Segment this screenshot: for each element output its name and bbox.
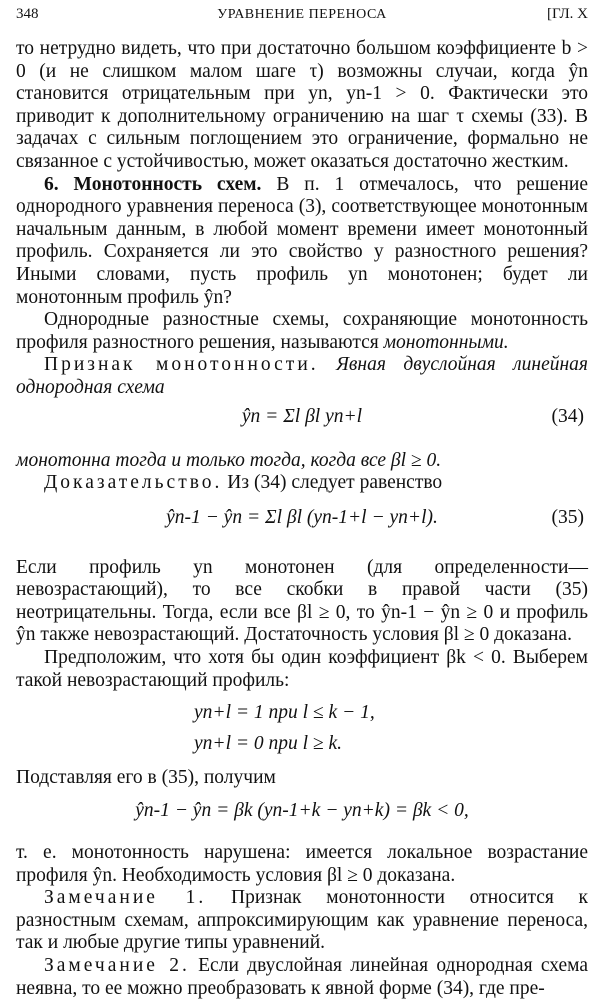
equation-35 <box>16 507 588 543</box>
criterion <box>16 354 588 399</box>
term-monotone: монотонными. <box>383 331 509 353</box>
paragraph-4: Если профиль yn монотонен (для определенности—невозрастающий), то все скобки в правой части (35) неотрицательны. Тогда, если все βl ≥ 0, то ŷn-1 − ŷn ≥ 0 и профиль ŷn также невозрастающий. Достаточность условия βl ≥ 0 доказана. <box>16 556 588 646</box>
paragraph-1: то нетрудно видеть, что при достаточно большом коэффициенте b > 0 (и не слишком малом шаге τ) возможны случаи, когда ŷn становится отрицательным при yn, yn-1 > 0. Фактически это приводит к дополнительному ограничению на шаг τ схемы (33). В задачах с сильным поглощением это ограничение, формально не связанное с устойчивостью, может оказаться достаточно жестким. <box>16 38 588 172</box>
paragraph-3-text: Однородные разностные схемы, сохраняющие монотонность профиля разностного решения, называются <box>16 309 588 353</box>
equation-substitution <box>16 800 588 830</box>
paragraph-5: Предположим, что хотя бы один коэффициент βk < 0. Выберем такой невозрастающий профиль: <box>16 647 588 691</box>
paragraph-2 <box>16 174 588 310</box>
page-body <box>16 38 588 1000</box>
proof-label: Доказательство. <box>44 472 223 494</box>
proof <box>16 472 588 495</box>
criterion-end <box>16 450 588 473</box>
paragraph-7: т. е. монотонность нарушена: имеется локальное возрастание профиля ŷn. Необходимость условия βl ≥ 0 доказана. <box>16 842 588 886</box>
equation-34 <box>16 406 588 442</box>
profile-line-2: yn+l = 0 при l ≥ k. <box>194 732 343 754</box>
paragraph-3 <box>16 309 588 354</box>
page-header <box>16 6 588 28</box>
running-title: УРАВНЕНИЕ ПЕРЕНОСА <box>217 7 387 22</box>
paragraph-6: Подставляя его в (35), получим <box>16 767 276 789</box>
equation-35-number: (35) <box>551 506 584 528</box>
criterion-end-text: монотонна тогда и только тогда, когда все βl ≥ 0. <box>16 449 442 471</box>
remark-1-text: Признак монотонности относится к разностным схемам, аппроксимирующим как уравнение переноса, так и любые другие типы уравнений. <box>16 887 589 954</box>
profile-line-1: yn+l = 1 при l ≤ k − 1, <box>194 702 375 724</box>
profile-definition <box>194 702 588 755</box>
equation-substitution-body: ŷn-1 − ŷn = βk (yn-1+k − yn+k) = βk < 0, <box>135 800 469 822</box>
equation-34-body: ŷn = Σl βl yn+l <box>241 405 363 427</box>
equation-34-number: (34) <box>551 405 584 427</box>
chapter-label: [ГЛ. X <box>546 6 588 22</box>
criterion-text: Явная двуслойная линейная однородная схема <box>16 354 588 398</box>
remark-1-label: Замечание 1. <box>44 887 207 909</box>
remark-2-text: Если двуслойная линейная однородная схема неявна, то ее можно преобразовать к явной форме (34), где пре- <box>16 955 589 999</box>
paragraph-2-text: В п. 1 отмечалось, что решение однородного уравнения переноса (3), соответствующее монотонным начальным данным, в любой момент времени имеет монотонный профиль. Сохраняется ли это свойство у разностного решения? Иными словами, пусть профиль yn монотонен; будет ли монотонным профиль ŷn? <box>16 173 588 308</box>
section-heading: 6. Монотонность схем. <box>44 173 262 195</box>
remark-1 <box>16 887 588 955</box>
remark-2 <box>16 955 588 1000</box>
page-number: 348 <box>16 6 39 22</box>
proof-text: Из (34) следует равенство <box>227 472 443 494</box>
remark-2-label: Замечание 2. <box>44 955 190 976</box>
equation-35-body: ŷn-1 − ŷn = Σl βl (yn-1+l − yn+l). <box>166 506 438 528</box>
criterion-label: Признак монотонности. <box>44 354 319 376</box>
